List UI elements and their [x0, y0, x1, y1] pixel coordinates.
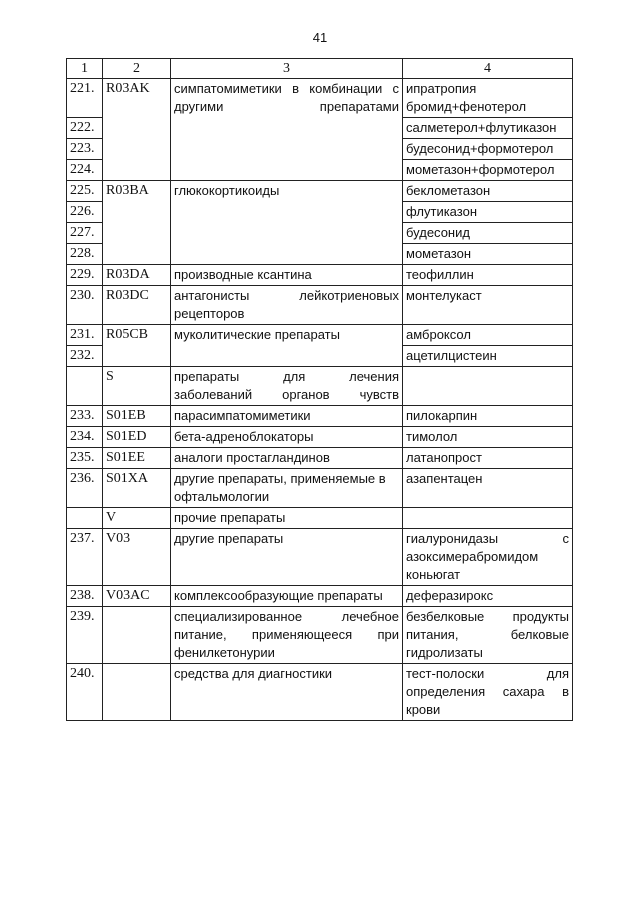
drug-name: ацетилцистеин [403, 346, 573, 367]
group-description: глюкокортикоиды [171, 181, 403, 265]
atc-code: S [103, 367, 171, 406]
drug-name: мометазон+формотерол [403, 160, 573, 181]
row-number: 221. [67, 79, 103, 118]
row-number: 236. [67, 469, 103, 508]
row-number: 227. [67, 223, 103, 244]
header-row [67, 59, 573, 79]
atc-code: R03DA [103, 265, 171, 286]
table-row [67, 586, 573, 607]
group-description: прочие препараты [171, 508, 403, 529]
drug-name: безбелковые продукты питания, белковые гидролизаты [403, 607, 573, 664]
drug-name: пилокарпин [403, 406, 573, 427]
drug-name: мометазон [403, 244, 573, 265]
row-number: 232. [67, 346, 103, 367]
drug-name: будесонид [403, 223, 573, 244]
table-row [67, 79, 573, 118]
table-row [67, 286, 573, 325]
drug-name: флутиказон [403, 202, 573, 223]
drug-name: монтелукаст [403, 286, 573, 325]
row-number: 234. [67, 427, 103, 448]
atc-code: S01EB [103, 406, 171, 427]
atc-code: S01XA [103, 469, 171, 508]
drug-name: салметерол+флутиказон [403, 118, 573, 139]
drug-name: гиалуронидазы с азоксимерабромидом коньюгат [403, 529, 573, 586]
group-description: производные ксантина [171, 265, 403, 286]
table-row [67, 181, 573, 202]
row-number: 235. [67, 448, 103, 469]
group-description: комплексообразующие препараты [171, 586, 403, 607]
drug-name: латанопрост [403, 448, 573, 469]
drug-name: деферазирокс [403, 586, 573, 607]
drug-list-table [66, 58, 573, 721]
group-description: симпатомиметики в комбинации с другими препаратами [171, 79, 403, 181]
section-row [67, 508, 573, 529]
table-row [67, 607, 573, 664]
row-number: 226. [67, 202, 103, 223]
table-row [67, 427, 573, 448]
drug-name: ипратропия бромид+фенотерол [403, 79, 573, 118]
table-row [67, 448, 573, 469]
group-description: бета-адреноблокаторы [171, 427, 403, 448]
group-description: аналоги простагландинов [171, 448, 403, 469]
row-number: 222. [67, 118, 103, 139]
drug-name: азапентацен [403, 469, 573, 508]
atc-code: V03AC [103, 586, 171, 607]
row-number: 231. [67, 325, 103, 346]
atc-code: S01EE [103, 448, 171, 469]
drug-name [403, 508, 573, 529]
row-number: 223. [67, 139, 103, 160]
row-number: 224. [67, 160, 103, 181]
row-number: 240. [67, 664, 103, 721]
group-description: антагонисты лейкотриеновых рецепторов [171, 286, 403, 325]
atc-code [103, 664, 171, 721]
row-number: 230. [67, 286, 103, 325]
row-number: 237. [67, 529, 103, 586]
header-cell: 1 [67, 59, 103, 79]
table-row [67, 664, 573, 721]
group-description: специализированное лечебное питание, применяющееся при фенилкетонурии [171, 607, 403, 664]
group-description: другие препараты [171, 529, 403, 586]
group-description: средства для диагностики [171, 664, 403, 721]
row-number: 228. [67, 244, 103, 265]
drug-name: амброксол [403, 325, 573, 346]
drug-name: тест-полоски для определения сахара в крови [403, 664, 573, 721]
row-number: 225. [67, 181, 103, 202]
table-row [67, 325, 573, 346]
header-cell: 3 [171, 59, 403, 79]
drug-name: тимолол [403, 427, 573, 448]
atc-code: R03BA [103, 181, 171, 265]
drug-name: будесонид+формотерол [403, 139, 573, 160]
row-number [67, 508, 103, 529]
atc-code: S01ED [103, 427, 171, 448]
row-number: 233. [67, 406, 103, 427]
row-number: 229. [67, 265, 103, 286]
atc-code [103, 607, 171, 664]
group-description: парасимпатомиметики [171, 406, 403, 427]
atc-code: V03 [103, 529, 171, 586]
row-number: 239. [67, 607, 103, 664]
atc-code: V [103, 508, 171, 529]
group-description: муколитические препараты [171, 325, 403, 367]
drug-name: беклометазон [403, 181, 573, 202]
table-row [67, 529, 573, 586]
atc-code: R03DC [103, 286, 171, 325]
header-cell: 4 [403, 59, 573, 79]
drug-name: теофиллин [403, 265, 573, 286]
page-number: 41 [312, 30, 328, 45]
atc-code: R03AK [103, 79, 171, 181]
row-number: 238. [67, 586, 103, 607]
section-row [67, 367, 573, 406]
group-description: препараты для лечения заболеваний органов чувств [171, 367, 403, 406]
group-description: другие препараты, применяемые в офтальмологии [171, 469, 403, 508]
drug-name [403, 367, 573, 406]
row-number [67, 367, 103, 406]
table-row [67, 265, 573, 286]
atc-code: R05CB [103, 325, 171, 367]
table-row [67, 469, 573, 508]
header-cell: 2 [103, 59, 171, 79]
table-row [67, 406, 573, 427]
